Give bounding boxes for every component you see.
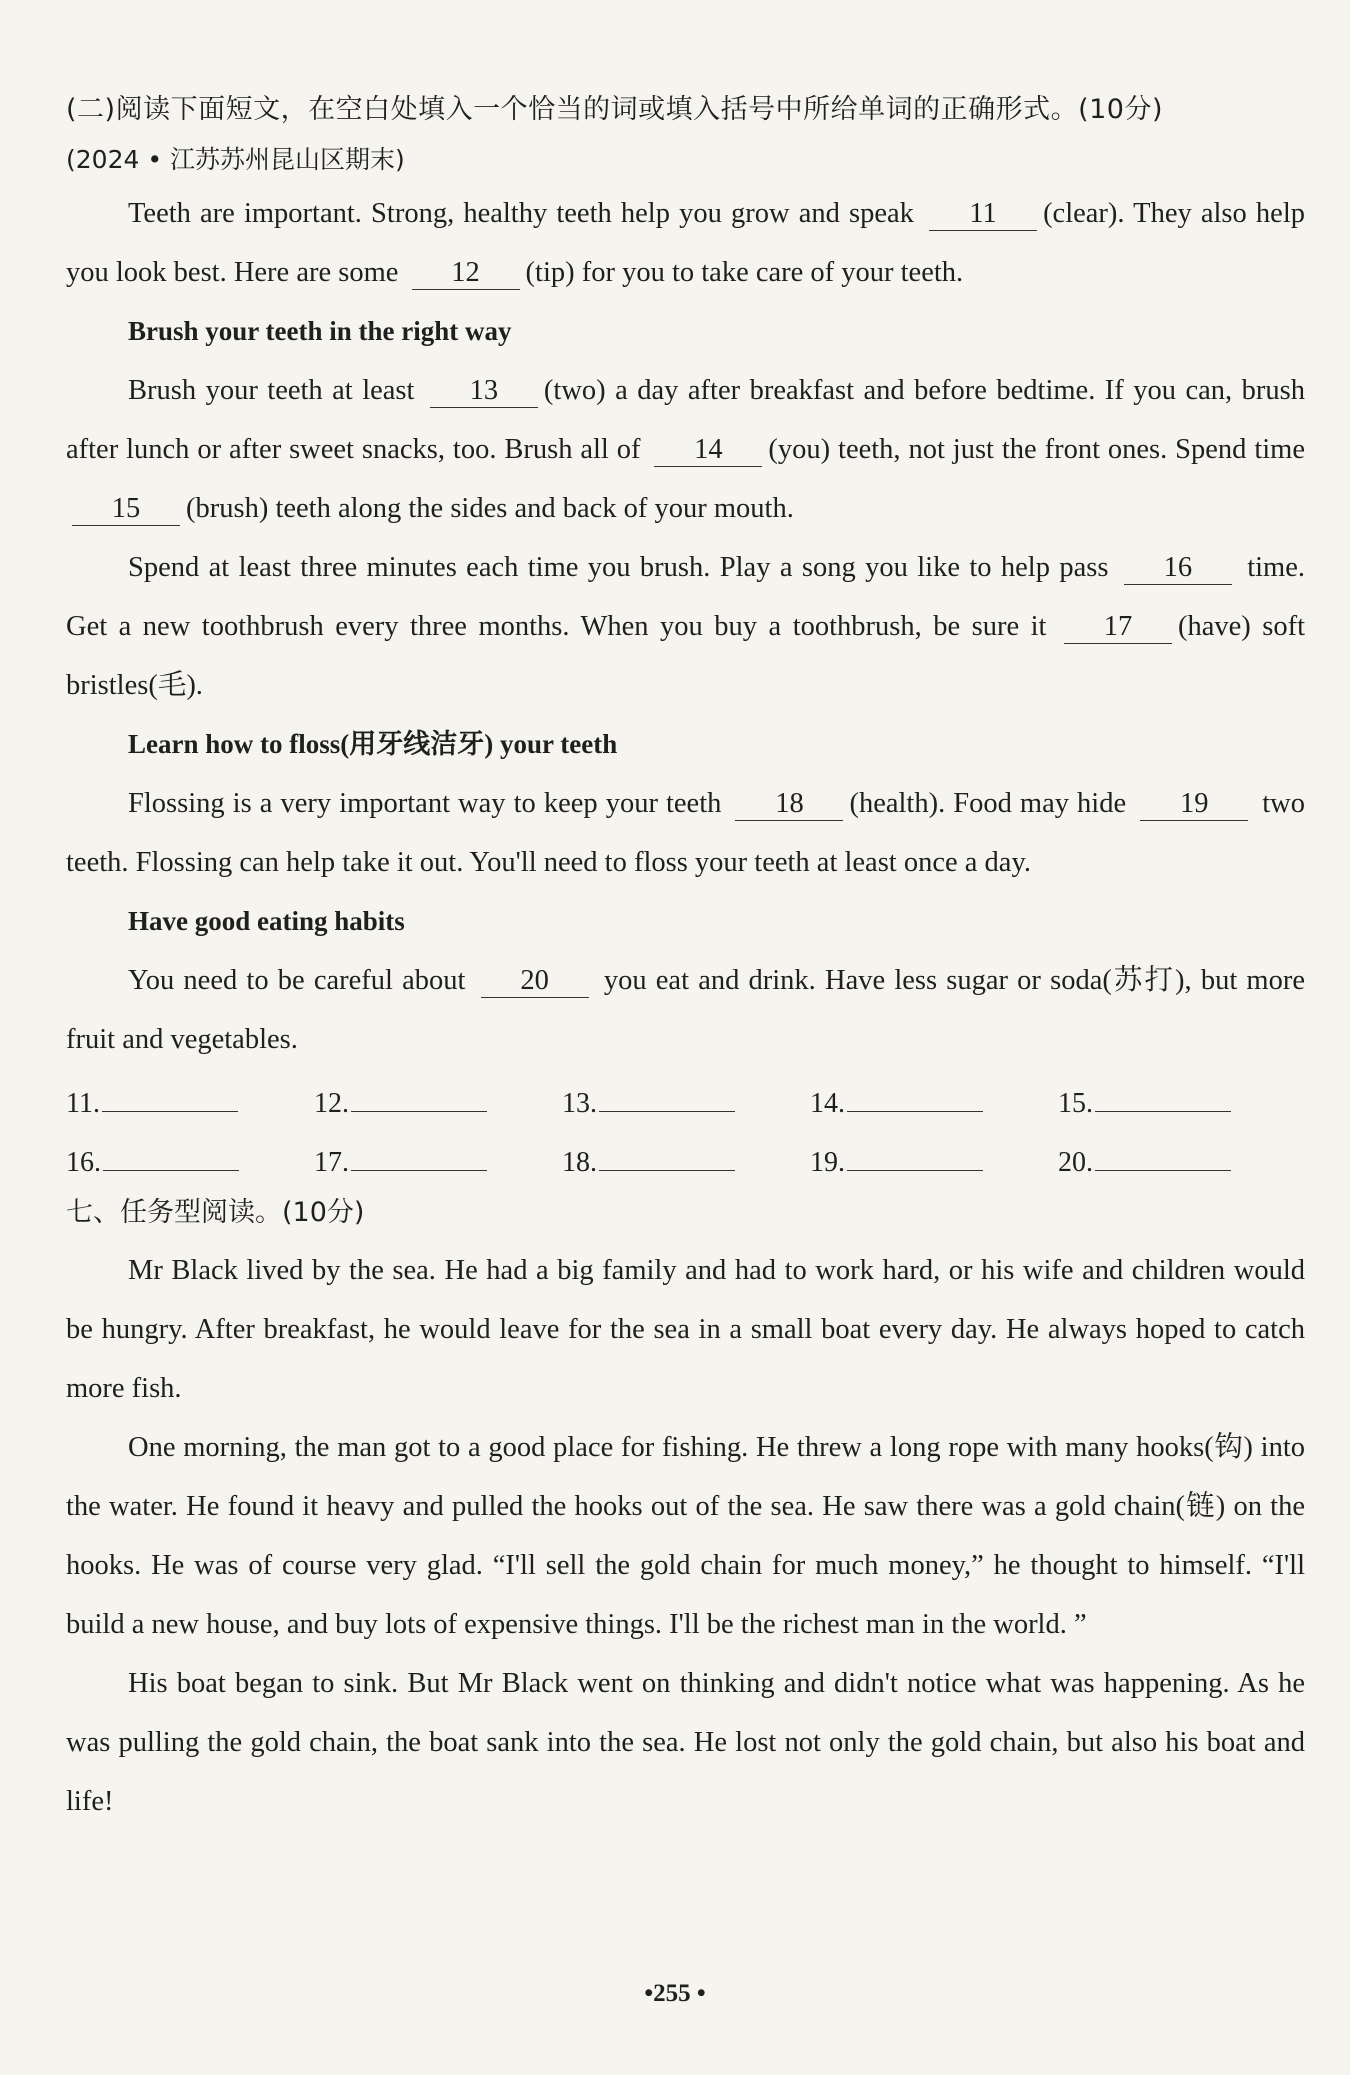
answer-blank[interactable] [102, 1083, 238, 1112]
answer-number: 13. [562, 1088, 597, 1119]
answer-blank[interactable] [599, 1142, 735, 1171]
text-run: (you) teeth, not just the front ones. Spend time [768, 434, 1305, 465]
text-run: (brush) teeth along the sides and back of your mouth. [186, 493, 794, 524]
answer-blank[interactable] [351, 1083, 487, 1112]
answer-line[interactable] [562, 1142, 810, 1183]
text-run: (health). Food may hide [849, 788, 1135, 819]
answer-blank[interactable] [847, 1083, 983, 1112]
blank-11: 11 [929, 198, 1037, 231]
text-run: (clear). They also help you look best. Here are some [66, 198, 1305, 288]
subheading-eating: Have good eating habits [128, 906, 405, 936]
answer-blank[interactable] [351, 1142, 487, 1171]
passage-paragraph-1 [66, 184, 1305, 302]
blank-14: 14 [654, 434, 762, 467]
passage-paragraph-5 [66, 951, 1305, 1069]
answer-number: 18. [562, 1147, 597, 1178]
text-run: (two) a day after breakfast and before bedtime. If you can, brush after lunch or after sweet snacks, too. Brush all of [66, 375, 1305, 465]
source-note: (2024 • 江苏苏州昆山区期末) [66, 145, 405, 174]
subheading-floss: Learn how to floss(用牙线洁牙) your teeth [128, 729, 618, 759]
text-run: Spend at least three minutes each time you brush. Play a song you like to help pass [128, 552, 1118, 583]
answer-line[interactable] [810, 1142, 1058, 1183]
answer-number: 17. [314, 1147, 349, 1178]
blank-17: 17 [1064, 611, 1172, 644]
text-run: time. Get a new toothbrush every three months. When you buy a toothbrush, be sure it [66, 552, 1305, 642]
blank-19: 19 [1140, 788, 1248, 821]
answer-line[interactable] [810, 1083, 1058, 1124]
answer-blank[interactable] [1095, 1083, 1231, 1112]
blank-20: 20 [481, 965, 589, 998]
passage-paragraph-3 [66, 538, 1305, 715]
story-paragraph-1: Mr Black lived by the sea. He had a big family and had to work hard, or his wife and children would be hungry. After breakfast, he would leave for the sea in a small boat every day. He always hoped to catch more fish. [66, 1255, 1305, 1404]
text-run: You need to be careful about [128, 965, 475, 996]
blank-16: 16 [1124, 552, 1232, 585]
text-run: (tip) for you to take care of your teeth. [525, 257, 964, 288]
answer-line[interactable] [562, 1083, 810, 1124]
blank-12: 12 [412, 257, 520, 290]
answer-number: 20. [1058, 1147, 1093, 1178]
answer-number: 19. [810, 1147, 845, 1178]
answer-line[interactable] [314, 1142, 562, 1183]
page-number: •255 • [644, 1980, 706, 2007]
blank-13: 13 [430, 375, 538, 408]
answer-number: 11. [66, 1088, 100, 1119]
text-run: you eat and drink. Have less sugar or soda(苏打), but more fruit and vegetables. [66, 965, 1305, 1055]
passage-paragraph-2 [66, 361, 1305, 538]
blank-18: 18 [735, 788, 843, 821]
answer-line[interactable] [66, 1142, 314, 1183]
passage-paragraph-4 [66, 774, 1305, 892]
answer-line[interactable] [314, 1083, 562, 1124]
answer-number: 14. [810, 1088, 845, 1119]
answer-number: 12. [314, 1088, 349, 1119]
answer-blank[interactable] [1095, 1142, 1231, 1171]
answer-line[interactable] [66, 1083, 314, 1124]
text-run: Flossing is a very important way to keep your teeth [128, 788, 730, 819]
subheading-brush: Brush your teeth in the right way [128, 316, 512, 346]
answer-lines [66, 1083, 1305, 1183]
answer-number: 15. [1058, 1088, 1093, 1119]
text-run: two teeth. Flossing can help take it out. You'll need to floss your teeth at least once a day. [66, 788, 1306, 878]
section-7-title: 七、任务型阅读。(10分) [66, 1197, 365, 1228]
story-paragraph-3: His boat began to sink. But Mr Black went on thinking and didn't notice what was happening. As he was pulling the gold chain, the boat sank into the sea. He lost not only the gold chain, but also his boat and life! [66, 1668, 1305, 1817]
answer-blank[interactable] [847, 1142, 983, 1171]
answer-line[interactable] [1058, 1083, 1306, 1124]
section-instruction: (二)阅读下面短文，在空白处填入一个恰当的词或填入括号中所给单词的正确形式。(10分) [66, 94, 1163, 125]
text-run: Teeth are important. Strong, healthy teeth help you grow and speak [128, 198, 924, 229]
answer-line[interactable] [1058, 1142, 1306, 1183]
answer-blank[interactable] [599, 1083, 735, 1112]
answer-blank[interactable] [103, 1142, 239, 1171]
blank-15: 15 [72, 493, 180, 526]
answer-number: 16. [66, 1147, 101, 1178]
story-paragraph-2: One morning, the man got to a good place for fishing. He threw a long rope with many hooks(钩) into the water. He found it heavy and pulled the hooks out of the sea. He saw there was a gold chain(链) on the hooks. He was of course very glad. “I'll sell the gold chain for much money,” he thought to himself. “I'll build a new house, and buy lots of expensive things. I'll be the richest man in the world. ” [66, 1432, 1305, 1640]
text-run: (have) soft bristles(毛). [66, 611, 1306, 701]
text-run: Brush your teeth at least [128, 375, 424, 406]
